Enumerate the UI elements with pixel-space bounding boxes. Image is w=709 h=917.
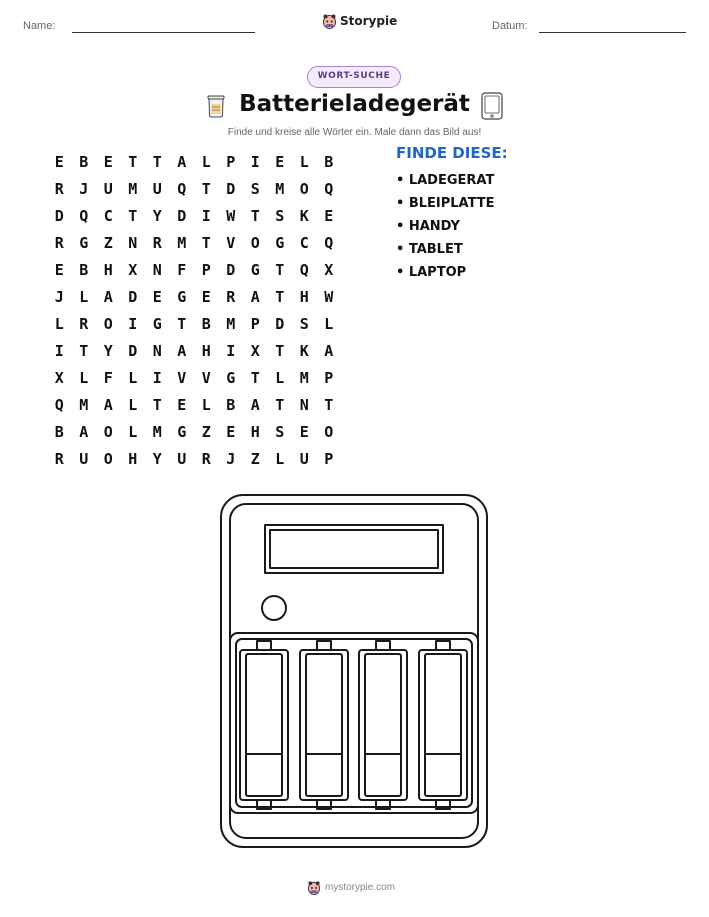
grid-letter: G [152,314,162,333]
grid-letter: E [54,152,64,171]
grid-letter: P [201,260,211,279]
grid-row [47,418,341,445]
grid-letter: J [226,449,236,468]
grid-letter: S [275,206,285,225]
grid-letter: E [324,206,334,225]
grid-letter: M [152,422,162,441]
grid-letter: T [275,287,285,306]
grid-letter: X [54,368,64,387]
grid-letter: R [54,233,64,252]
grid-letter: Q [299,260,309,279]
grid-row [47,256,341,283]
grid-letter: P [226,152,236,171]
brand-logo [322,13,397,29]
grid-letter: G [275,233,285,252]
grid-letter: N [128,233,138,252]
grid-letter: I [128,314,138,333]
grid-letter: L [324,314,334,333]
date-label: Datum: [492,20,528,32]
grid-letter: A [103,287,113,306]
grid-letter: S [299,314,309,333]
grid-letter: Z [103,233,113,252]
grid-letter: D [54,206,64,225]
grid-letter: L [79,368,89,387]
grid-letter: K [299,341,309,360]
grid-letter: A [250,395,260,414]
grid-letter: T [250,206,260,225]
grid-letter: L [128,368,138,387]
grid-letter: O [250,233,260,252]
grid-letter: R [54,449,64,468]
word-list [396,172,495,287]
grid-letter: Q [54,395,64,414]
grid-letter: H [299,287,309,306]
grid-letter: L [79,287,89,306]
grid-letter: E [103,152,113,171]
grid-letter: D [128,341,138,360]
tablet-icon [481,92,503,120]
grid-letter: X [128,260,138,279]
grid-letter: L [128,395,138,414]
grid-letter: H [128,449,138,468]
grid-row [47,229,341,256]
grid-letter: T [128,206,138,225]
grid-letter: T [324,395,334,414]
grid-letter: L [54,314,64,333]
grid-letter: I [54,341,64,360]
grid-letter: B [226,395,236,414]
find-heading: FINDE DIESE: [396,144,508,162]
grid-letter: T [177,314,187,333]
grid-letter: L [275,449,285,468]
footer-url: mystorypie.com [325,882,396,893]
grid-row [47,175,341,202]
grid-letter: J [54,287,64,306]
grid-letter: Q [324,233,334,252]
grid-letter: W [324,287,334,306]
grid-letter: B [324,152,334,171]
grid-letter: A [103,395,113,414]
grid-letter: A [324,341,334,360]
grid-letter: V [177,368,187,387]
grid-letter: A [177,152,187,171]
grid-letter: R [152,233,162,252]
grid-letter: N [152,341,162,360]
grid-letter: Y [152,449,162,468]
word-item: • HANDY [396,219,460,234]
grid-letter: T [201,233,211,252]
grid-letter: N [299,395,309,414]
word-search-grid [47,148,341,472]
grid-row [47,148,341,175]
grid-letter: M [299,368,309,387]
grid-letter: A [177,341,187,360]
grid-letter: B [79,260,89,279]
grid-letter: D [128,287,138,306]
battery-charger-illustration [218,492,490,850]
storypie-mascot-icon [322,13,337,29]
grid-letter: C [103,206,113,225]
grid-letter: U [152,179,162,198]
grid-row [47,310,341,337]
grid-letter: I [250,152,260,171]
grid-letter: R [54,179,64,198]
grid-letter: G [79,233,89,252]
grid-letter: G [250,260,260,279]
grid-letter: Q [177,179,187,198]
grid-letter: U [299,449,309,468]
grid-row [47,391,341,418]
grid-letter: O [103,314,113,333]
grid-letter: D [226,260,236,279]
grid-letter: T [275,341,285,360]
grid-letter: L [275,368,285,387]
grid-row [47,202,341,229]
grid-letter: T [275,395,285,414]
grid-letter: Z [201,422,211,441]
grid-letter: O [103,422,113,441]
grid-letter: L [128,422,138,441]
grid-letter: O [299,179,309,198]
grid-letter: D [226,179,236,198]
grid-letter: P [250,314,260,333]
grid-letter: T [152,395,162,414]
grid-letter: M [177,233,187,252]
grid-letter: M [226,314,236,333]
grid-letter: M [79,395,89,414]
grid-letter: S [250,179,260,198]
grid-letter: P [324,449,334,468]
storypie-mascot-icon [307,880,321,895]
word-item: • LAPTOP [396,265,467,280]
grid-letter: E [177,395,187,414]
grid-letter: V [226,233,236,252]
grid-letter: I [226,341,236,360]
name-label: Name: [23,20,56,32]
grid-letter: G [177,287,187,306]
grid-letter: T [250,368,260,387]
page-title: Batterieladegerät [239,91,470,117]
grid-letter: I [201,206,211,225]
grid-letter: A [250,287,260,306]
name-line [72,32,255,33]
wort-suche-badge: WORT-SUCHE [307,66,401,88]
grid-letter: B [79,152,89,171]
instructions: Finde und kreise alle Wörter ein. Male dann das Bild aus! [227,127,482,138]
grid-letter: T [128,152,138,171]
grid-letter: L [201,152,211,171]
grid-letter: H [103,260,113,279]
grid-letter: S [275,422,285,441]
grid-letter: R [226,287,236,306]
grid-letter: X [324,260,334,279]
grid-letter: O [324,422,334,441]
grid-letter: H [250,422,260,441]
grid-letter: B [54,422,64,441]
grid-letter: E [226,422,236,441]
grid-letter: C [299,233,309,252]
grid-letter: O [103,449,113,468]
grid-letter: T [79,341,89,360]
grid-letter: A [79,422,89,441]
grid-letter: V [201,368,211,387]
grid-letter: Z [250,449,260,468]
grid-row [47,283,341,310]
date-line [539,32,686,33]
grid-letter: E [54,260,64,279]
grid-letter: T [275,260,285,279]
grid-letter: F [177,260,187,279]
grid-letter: W [226,206,236,225]
grid-row [47,445,341,472]
grid-letter: T [152,152,162,171]
word-item: • LADEGERAT [396,173,495,188]
grid-letter: H [201,341,211,360]
brand-name: Storypie [340,14,398,28]
word-item: • BLEIPLATTE [396,196,495,211]
grid-letter: M [275,179,285,198]
grid-letter: G [177,422,187,441]
grid-letter: D [275,314,285,333]
grid-letter: Y [103,341,113,360]
grid-letter: L [201,395,211,414]
grid-letter: R [79,314,89,333]
grid-letter: M [128,179,138,198]
grid-letter: E [275,152,285,171]
grid-letter: U [79,449,89,468]
grid-letter: U [177,449,187,468]
grid-letter: E [201,287,211,306]
grid-letter: X [250,341,260,360]
grid-letter: I [152,368,162,387]
grid-letter: Y [152,206,162,225]
grid-letter: E [299,422,309,441]
grid-letter: T [201,179,211,198]
grid-letter: K [299,206,309,225]
grid-letter: D [177,206,187,225]
footer [307,880,395,895]
grid-letter: N [152,260,162,279]
grid-letter: J [79,179,89,198]
grid-letter: F [103,368,113,387]
grid-letter: Q [79,206,89,225]
grid-letter: R [201,449,211,468]
grid-letter: B [201,314,211,333]
grid-letter: L [299,152,309,171]
grid-letter: G [226,368,236,387]
grid-row [47,364,341,391]
word-item: • TABLET [396,242,463,257]
grid-row [47,337,341,364]
grid-letter: P [324,368,334,387]
grid-letter: E [152,287,162,306]
grid-letter: Q [324,179,334,198]
grid-letter: U [103,179,113,198]
